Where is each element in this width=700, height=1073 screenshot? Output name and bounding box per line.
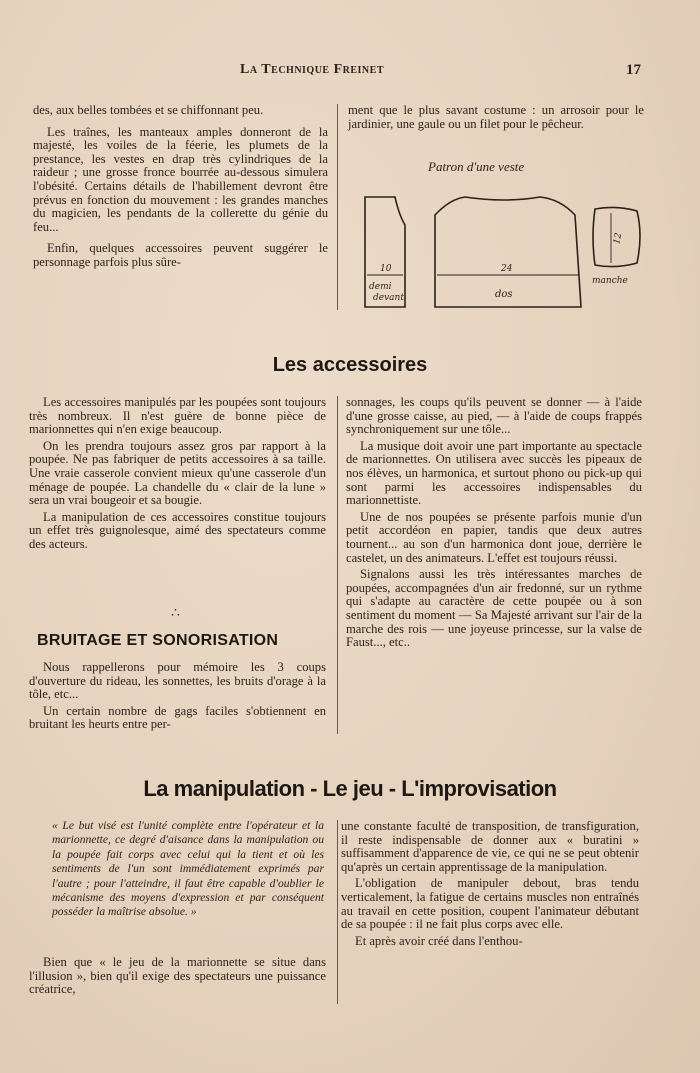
top-right-column [348,104,644,134]
accessoires-left-column [29,396,326,555]
pattern-caption: Patron d'une veste [428,159,525,174]
dos-label: dos [495,289,513,300]
epigraph-quote: « Le but visé est l'unité complète entre l'opérateur et la marionnette, ce degré d'aisance dans la manipulation ou la poupée fait corps avec celui qui la tient et où les sentiments de l'un sont immédiatement exprimés par l'autre ; pour l'atteindre, il faut être capable d'oublier le mécanisme des moyens d'expression et par conséquent posséder la maîtrise absolue. » [52,819,324,919]
bruitage-left-column [29,661,326,735]
page-number: 17 [626,62,641,78]
paragraph: La manipulation de ces accessoires constitue toujours un effet très guignolesque, aimé des spectateurs comme des acteurs. [29,509,326,551]
demi-devant-label-1: demi [369,282,392,292]
column-rule [337,820,338,1004]
manipulation-right-column [341,820,639,951]
paragraph: Signalons aussi les très intéressantes marches de poupées, accompagnées d'un air fredonné, sur un rythme qui s'adapte au caractère de cette poupée ou à son sentiment du moment — Sa Majesté arrivant sur l'air de la marche des rois — une joyeuse princesse, sur la valse de Faust..., etc.. [346,567,642,650]
top-left-column [33,104,328,273]
section-title-bruitage: BRUITAGE ET SONORISATION [37,632,279,649]
paragraph: Nous rappellerons pour mémoire les 3 coups d'ouverture du rideau, les sonnettes, les bruits d'orage à la tôle, etc... [29,660,326,702]
section-title-accessoires: Les accessoires [272,354,428,376]
manche-label: manche [592,276,628,286]
paragraph: Un certain nombre de gags faciles s'obtiennent en bruitant les heurts entre per- [29,703,326,732]
paragraph: La musique doit avoir une part importante au spectacle de marionnettes. On utilisera avec succès les pipeaux de nos élèves, un harmonica, et surtout phono ou pick-up qui sont parmi les accessoires indispensables du marionnettiste. [346,438,642,508]
section-title-manipulation: La manipulation - Le jeu - L'improvisation [143,776,557,801]
paragraph: Une de nos poupées se présente parfois munie d'un petit accordéon en papier, tandis que deux autres tournent... au son d'un harmonica dont joue, derrière le castelet, un des animateurs. L'effet est toujours réussi. [346,509,642,565]
column-rule [337,396,338,734]
jacket-pattern-diagram [355,185,655,315]
paragraph: Enfin, quelques accessoires peuvent suggérer le personnage parfois plus sûre- [33,241,328,269]
manipulation-left-column [29,956,326,1000]
paragraph: ment que le plus savant costume : un arrosoir pour le jardinier, une gaule ou un filet pour le pêcheur. [348,103,644,131]
accessoires-right-column [346,396,642,653]
running-header: La Technique Freinet [240,62,384,77]
paragraph: Les accessoires manipulés par les poupées sont toujours très nombreux. Il n'est guère de bonne pièce de marionnettes qui n'en exige beaucoup. [29,395,326,437]
dos-width: 24 [501,264,513,274]
paragraph: sonnages, les coups qu'ils peuvent se donner — à l'aide d'une grosse caisse, au pied, — à l'aide de coups frappés synchroniquement sur une tôle... [346,395,642,437]
manche-height: 12 [612,231,625,245]
column-rule [337,104,338,310]
paragraph: Bien que « le jeu de la marionnette se situe dans l'illusion », bien qu'il exige des spectateurs une puissance créatrice, [29,955,326,997]
paragraph: des, aux belles tombées et se chiffonnant peu. [33,103,264,117]
paragraph: Et après avoir créé dans l'enthou- [355,933,523,948]
paragraph: L'obligation de manipuler debout, bras tendu verticalement, la fatigue de certains muscles non entraînés au travail en cette position, coupent l'animateur débutant de sa poupée : il ne fait plus corps avec elle. [341,876,639,932]
paragraph: On les prendra toujours assez gros par rapport à la poupée. Ne pas fabriquer de petits accessoires à sa taille. Une vraie casserole convient mieux qu'une casserole d'un ménage de poupée. La chandelle du « clair de la lune » sera un vrai bougeoir et sa bougie. [29,438,326,508]
section-separator: ∴ [171,606,180,621]
paragraph: une constante faculté de transposition, de transfiguration, il reste indispensable de donner aux « buratini » suffisamment d'apparence de vie, ce qui ne se peut obtenir qu'après un certain apprentissage de la manipulation. [341,819,639,874]
demi-devant-label-2: devant [373,293,404,303]
demi-devant-width: 10 [380,264,392,274]
paragraph: Les traînes, les manteaux amples donneront de la majesté, les voiles de la féerie, les plumets de la prestance, les vestes en drap très cylindriques de la raideur ; une grosse fronce bourrée au-dessous simulera l'obésité. Certains détails de l'habillement devront être prévus en fonction du mouvement : les grandes manches du magicien, les pendants de la collerette du génie du feu... [33,124,328,234]
